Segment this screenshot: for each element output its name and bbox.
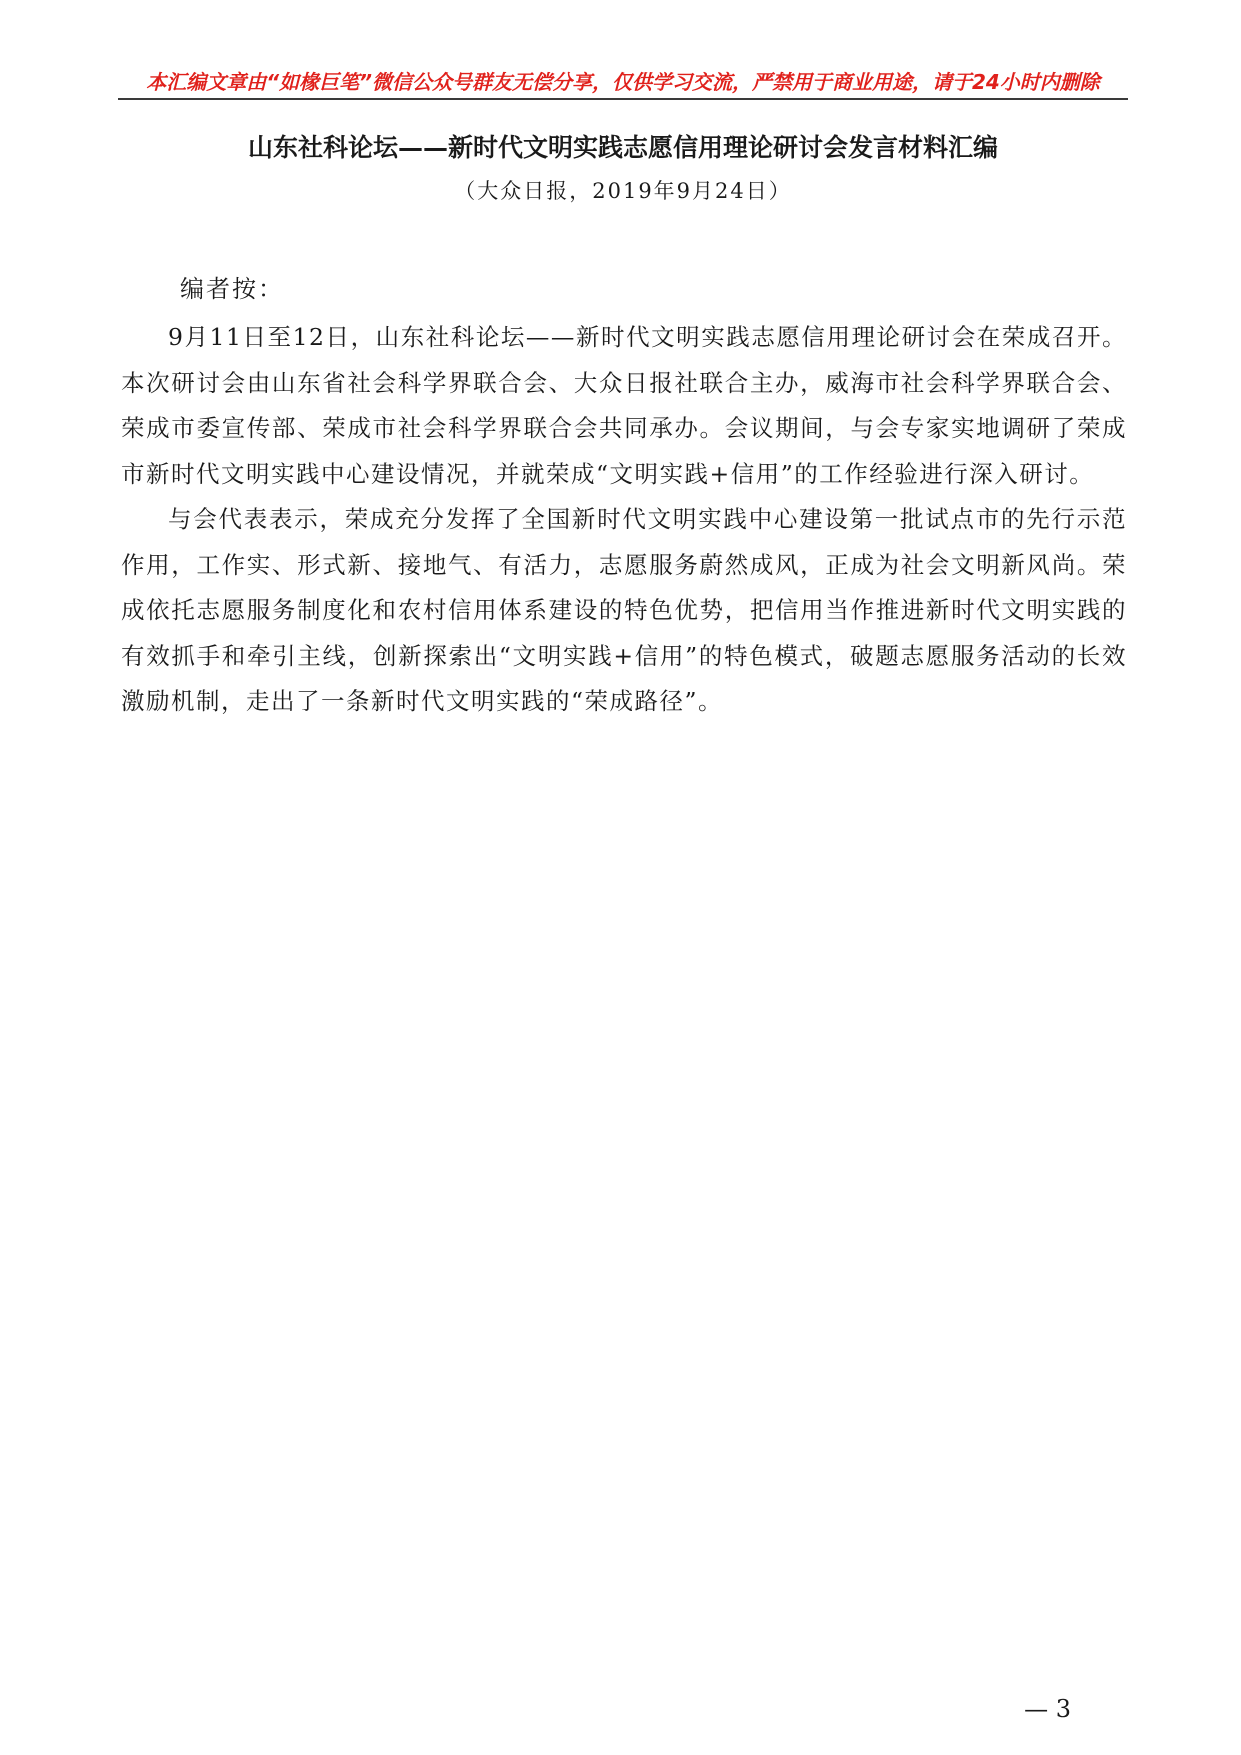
disclaimer-banner: 本汇编文章由“如椽巨笔”微信公众号群友无偿分享，仅供学习交流，严禁用于商业用途，请于24小时内删除 [146,70,1100,94]
paragraph: 9月11日至12日，山东社科论坛——新时代文明实践志愿信用理论研讨会在荣成召开。本次研讨会由山东省社会科学界联合会、大众日报社联合主办，威海市社会科学界联合会、荣成市委宣传部、荣成市社会科学界联合会共同承办。会议期间，与会专家实地调研了荣成市新时代文明实践中心建设情况，并就荣成“文明实践+信用”的工作经验进行深入研讨。 [121,323,1127,488]
document-title: 山东社科论坛——新时代文明实践志愿信用理论研讨会发言材料汇编 [247,133,998,162]
document-subtitle: （大众日报，2019年9月24日） [454,179,792,203]
document-body [121,315,1127,725]
editor-note-label: 编者按： [180,275,284,303]
page-number: — 3 [1024,1695,1071,1723]
header-divider [118,98,1128,100]
paragraph: 与会代表表示，荣成充分发挥了全国新时代文明实践中心建设第一批试点市的先行示范作用，工作实、形式新、接地气、有活力，志愿服务蔚然成风，正成为社会文明新风尚。荣成依托志愿服务制度化和农村信用体系建设的特色优势，把信用当作推进新时代文明实践的有效抓手和牵引主线，创新探索出“文明实践+信用”的特色模式，破题志愿服务活动的长效激励机制，走出了一条新时代文明实践的“荣成路径”。 [121,505,1127,715]
